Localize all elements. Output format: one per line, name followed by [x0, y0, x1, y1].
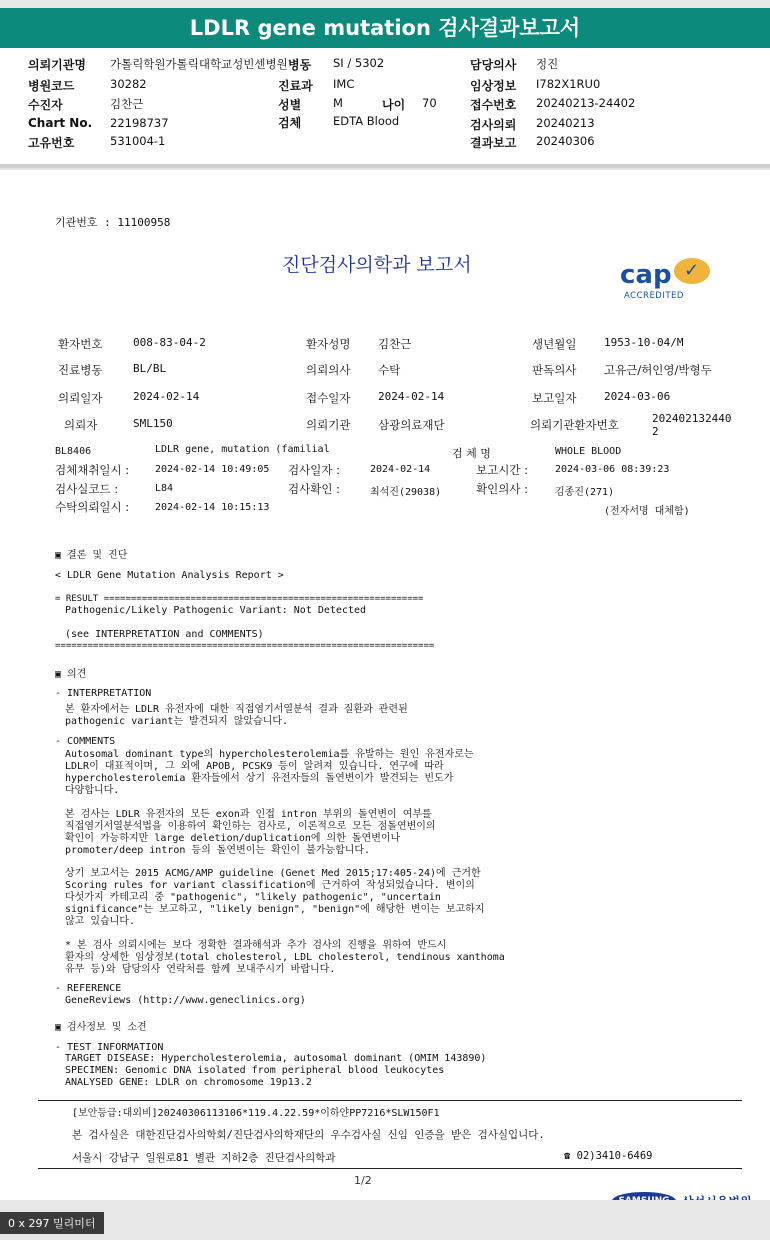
- specimen-label: 검 체 명: [452, 447, 491, 460]
- info-value: SML150: [133, 417, 173, 430]
- cap-logo-text: cap: [620, 260, 672, 290]
- info-value: 2024-02-14: [378, 390, 445, 403]
- info-value: 202402132440: [652, 412, 732, 425]
- info-label: 의뢰의사: [306, 363, 351, 377]
- comments-line: 않고 있습니다.: [65, 916, 136, 927]
- header-value: EDTA Blood: [333, 114, 400, 128]
- cap-accredited-text: ACCREDITED: [624, 291, 684, 301]
- result-text: Pathogenic/Likely Pathogenic Variant: Not Detected: [65, 605, 367, 616]
- reference-text: GeneReviews (http://www.geneclinics.org): [65, 995, 306, 1006]
- detail-value: 2024-02-14 10:49:05: [155, 464, 270, 475]
- info-label: 의뢰자: [64, 418, 98, 432]
- comments-line: 본 검사는 LDLR 유전자의 모든 exon과 인접 intron 부위의 돌연변이 여부를: [65, 809, 432, 820]
- interpretation-title: - INTERPRETATION: [55, 688, 152, 699]
- detail-label: 검체채취일시 :: [55, 463, 130, 477]
- info-value: 수탁: [378, 363, 401, 377]
- header-label: 병동: [288, 58, 312, 72]
- info-value: BL/BL: [133, 362, 167, 375]
- report-heading: < LDLR Gene Mutation Analysis Report >: [55, 570, 284, 581]
- see-note: (see INTERPRETATION and COMMENTS): [65, 629, 264, 640]
- header-label: 담당의사: [470, 58, 517, 72]
- info-label: 판독의사: [532, 363, 577, 377]
- test-info-line: ANALYSED GENE: LDLR on chromosome 19p13.2: [65, 1077, 312, 1088]
- comments-line: 직접염기서열분석법을 이용하여 확인하는 검사로, 이론적으로 모든 점돌연변이의: [65, 821, 436, 832]
- info-value: 2024-02-14: [133, 390, 200, 403]
- detail-value: 김종진(271): [555, 487, 615, 498]
- header-value: IMC: [333, 77, 355, 91]
- detail-value: 2024-03-06 08:39:23: [555, 464, 670, 475]
- info-label: 환자성명: [306, 337, 351, 351]
- info-label: 생년월일: [532, 337, 577, 351]
- detail-label: 검사일자 :: [288, 463, 340, 477]
- test-info-title: - TEST INFORMATION: [55, 1042, 164, 1053]
- header-label: 검사의뢰: [470, 118, 517, 132]
- age-value: 70: [422, 96, 437, 110]
- info-label: 의뢰기관환자번호: [530, 418, 619, 432]
- interpretation-line: 본 환자에서는 LDLR 유전자에 대한 직접염기서열분석 결과 질환과 관련된: [65, 704, 408, 715]
- section-heading: ▣ 의견: [55, 669, 87, 680]
- info-value-wrap: 2: [652, 425, 659, 438]
- section-heading: ▣ 결론 및 진단: [55, 550, 128, 561]
- comments-line: 다양합니다.: [65, 785, 120, 796]
- report-title: LDLR gene mutation 검사결과보고서: [189, 16, 581, 40]
- phone-text: ☎ 02)3410-6469: [564, 1150, 653, 1162]
- page-size-indicator: 0 x 297 밀리미터: [0, 1212, 104, 1234]
- header-value: I782X1RU0: [536, 77, 601, 91]
- header-value: 531004-1: [110, 134, 166, 148]
- section-heading: ▣ 검사정보 및 소견: [55, 1022, 147, 1033]
- footer-divider: [38, 1100, 742, 1101]
- comments-line: Scoring rules for variant classification에 근거하여 작성되었습니다. 변이의: [65, 880, 475, 891]
- info-label: 접수일자: [306, 391, 351, 405]
- comments-line: * 본 검사 의뢰시에는 보다 정확한 결과해석과 추가 검사의 진행을 위하여 반드시: [65, 940, 447, 951]
- info-value: 1953-10-04/M: [604, 336, 684, 349]
- info-label: 환자번호: [58, 337, 103, 351]
- header-label: 접수번호: [470, 98, 517, 112]
- result-divider: ======================================================================: [55, 641, 435, 651]
- patient-header: [0, 48, 770, 164]
- header-label: 진료과: [278, 79, 313, 93]
- specimen-value: WHOLE BLOOD: [555, 446, 622, 457]
- report-title-bar: [0, 8, 770, 48]
- test-name: LDLR gene, mutation (familial: [155, 444, 330, 455]
- header-value: 김찬근: [110, 97, 144, 111]
- comments-line: LDLR이 대표적이며, 그 외에 APOB, PCSK9 등이 알려져 있습니다. 연구에 따라: [65, 761, 444, 772]
- detail-label: 검사실코드 :: [55, 482, 119, 496]
- header-label: 수진자: [28, 98, 63, 112]
- comments-line: promoter/deep intron 등의 돌연변이는 확인이 불가능합니다.: [65, 845, 371, 856]
- header-label: 검체: [278, 116, 302, 130]
- header-value: 22198737: [110, 116, 169, 130]
- test-info-line: TARGET DISEASE: Hypercholesterolemia, autosomal dominant (OMIM 143890): [65, 1053, 487, 1064]
- header-label: 의뢰기관명: [28, 58, 86, 72]
- reference-title: - REFERENCE: [55, 983, 122, 994]
- comments-line: 상기 보고서는 2015 ACMG/AMP guideline (Genet Med 2015;17:405-24)에 근거한: [65, 868, 481, 879]
- header-value: M: [333, 96, 343, 110]
- document-title: 진단검사의학과 보고서: [282, 254, 472, 276]
- age-label: 나이: [382, 98, 406, 112]
- header-value: 20240213: [536, 116, 595, 130]
- detail-label: 보고시간 :: [476, 463, 528, 477]
- test-code: BL8406: [55, 446, 92, 457]
- info-value: 김찬근: [378, 337, 412, 351]
- institution-number: 기관번호 : 11100958: [55, 216, 171, 229]
- info-label: 의뢰기관: [306, 418, 351, 432]
- detail-label: 검사확인 :: [288, 482, 340, 496]
- detail-value: 최석진(29038): [370, 487, 442, 498]
- header-label: 병원코드: [28, 79, 75, 93]
- comments-line: 다섯가지 카테고리 중 "pathogenic", "likely pathogenic", "uncertain: [65, 892, 441, 903]
- page-number: 1/2: [354, 1174, 372, 1187]
- interpretation-line: pathogenic variant는 발견되지 않았습니다.: [65, 716, 289, 727]
- header-value: 정진: [536, 57, 559, 71]
- test-info-line: SPECIMEN: Genomic DNA isolated from peripheral blood leukocytes: [65, 1065, 445, 1076]
- comments-line: 확인이 가능하지만 large deletion/duplication에 의한 돌연변이나: [65, 833, 401, 844]
- cap-accredited-logo: [618, 258, 718, 302]
- cap-logo-check-mark-icon: ✓: [684, 260, 700, 281]
- info-value: 008-83-04-2: [133, 336, 206, 349]
- info-label: 보고일자: [532, 391, 577, 405]
- header-value: 20240213-24402: [536, 96, 636, 110]
- comments-line: significance"는 보고하고, "likely benign", "benign"에 해당한 변이는 보고하지: [65, 904, 485, 915]
- header-label: 결과보고: [470, 136, 517, 150]
- header-label: Chart No.: [28, 116, 93, 130]
- detail-value: 2024-02-14: [370, 464, 431, 475]
- info-label: 의뢰일자: [58, 391, 103, 405]
- detail-label: 확인의사 :: [476, 482, 528, 496]
- info-value: 고유근/허인영/박형두: [604, 363, 712, 377]
- report-page: [0, 170, 770, 1200]
- e-signature-note: (전자서명 대체함): [604, 506, 690, 517]
- info-label: 진료병동: [58, 363, 103, 377]
- header-separator: [0, 164, 770, 168]
- header-value: SI / 5302: [333, 56, 385, 70]
- detail-value: 2024-02-14 10:15:13: [155, 502, 270, 513]
- header-label: 고유번호: [28, 136, 75, 150]
- detail-label: 수탁의뢰일시 :: [55, 500, 130, 514]
- security-line: [보안등급:대외비]20240306113106*119.4.22.59*이하얀PP7216*SLW150F1: [72, 1108, 440, 1119]
- comments-line: 유무 등)와 담당의사 연락처를 함께 보내주시기 바랍니다.: [65, 964, 336, 975]
- header-value: 20240306: [536, 134, 595, 148]
- address-text: 서울시 강남구 일원로81 별관 지하2층 진단검사의학과: [72, 1152, 336, 1164]
- info-value: 2024-03-06: [604, 390, 671, 403]
- comments-title: - COMMENTS: [55, 736, 116, 747]
- comments-line: Autosomal dominant type의 hypercholesterolemia를 유발하는 원인 유전자로는: [65, 749, 474, 760]
- header-label: 임상정보: [470, 79, 517, 93]
- comments-line: hypercholesterolemia 환자들에서 상기 유전자들의 돌연변이가 발견되는 빈도가: [65, 773, 454, 784]
- certification-text: 본 검사실은 대한진단검사의학회/진단검사의학재단의 우수검사실 신임 인증을 받은 검사실입니다.: [72, 1129, 545, 1141]
- result-divider: = RESULT ===========================================================: [55, 594, 424, 604]
- footer-divider: [38, 1168, 742, 1169]
- header-value: 30282: [110, 77, 147, 91]
- viewer-status-bar: [0, 1200, 770, 1240]
- detail-value: L84: [155, 483, 174, 494]
- header-value: 가톨릭학원가톨릭대학교성빈센병원: [110, 57, 288, 71]
- comments-line: 환자의 상세한 임상정보(total cholesterol, LDL cholesterol, tendinous xanthoma: [65, 952, 505, 963]
- info-value: 삼광의료재단: [378, 418, 445, 432]
- header-label: 성별: [278, 98, 302, 112]
